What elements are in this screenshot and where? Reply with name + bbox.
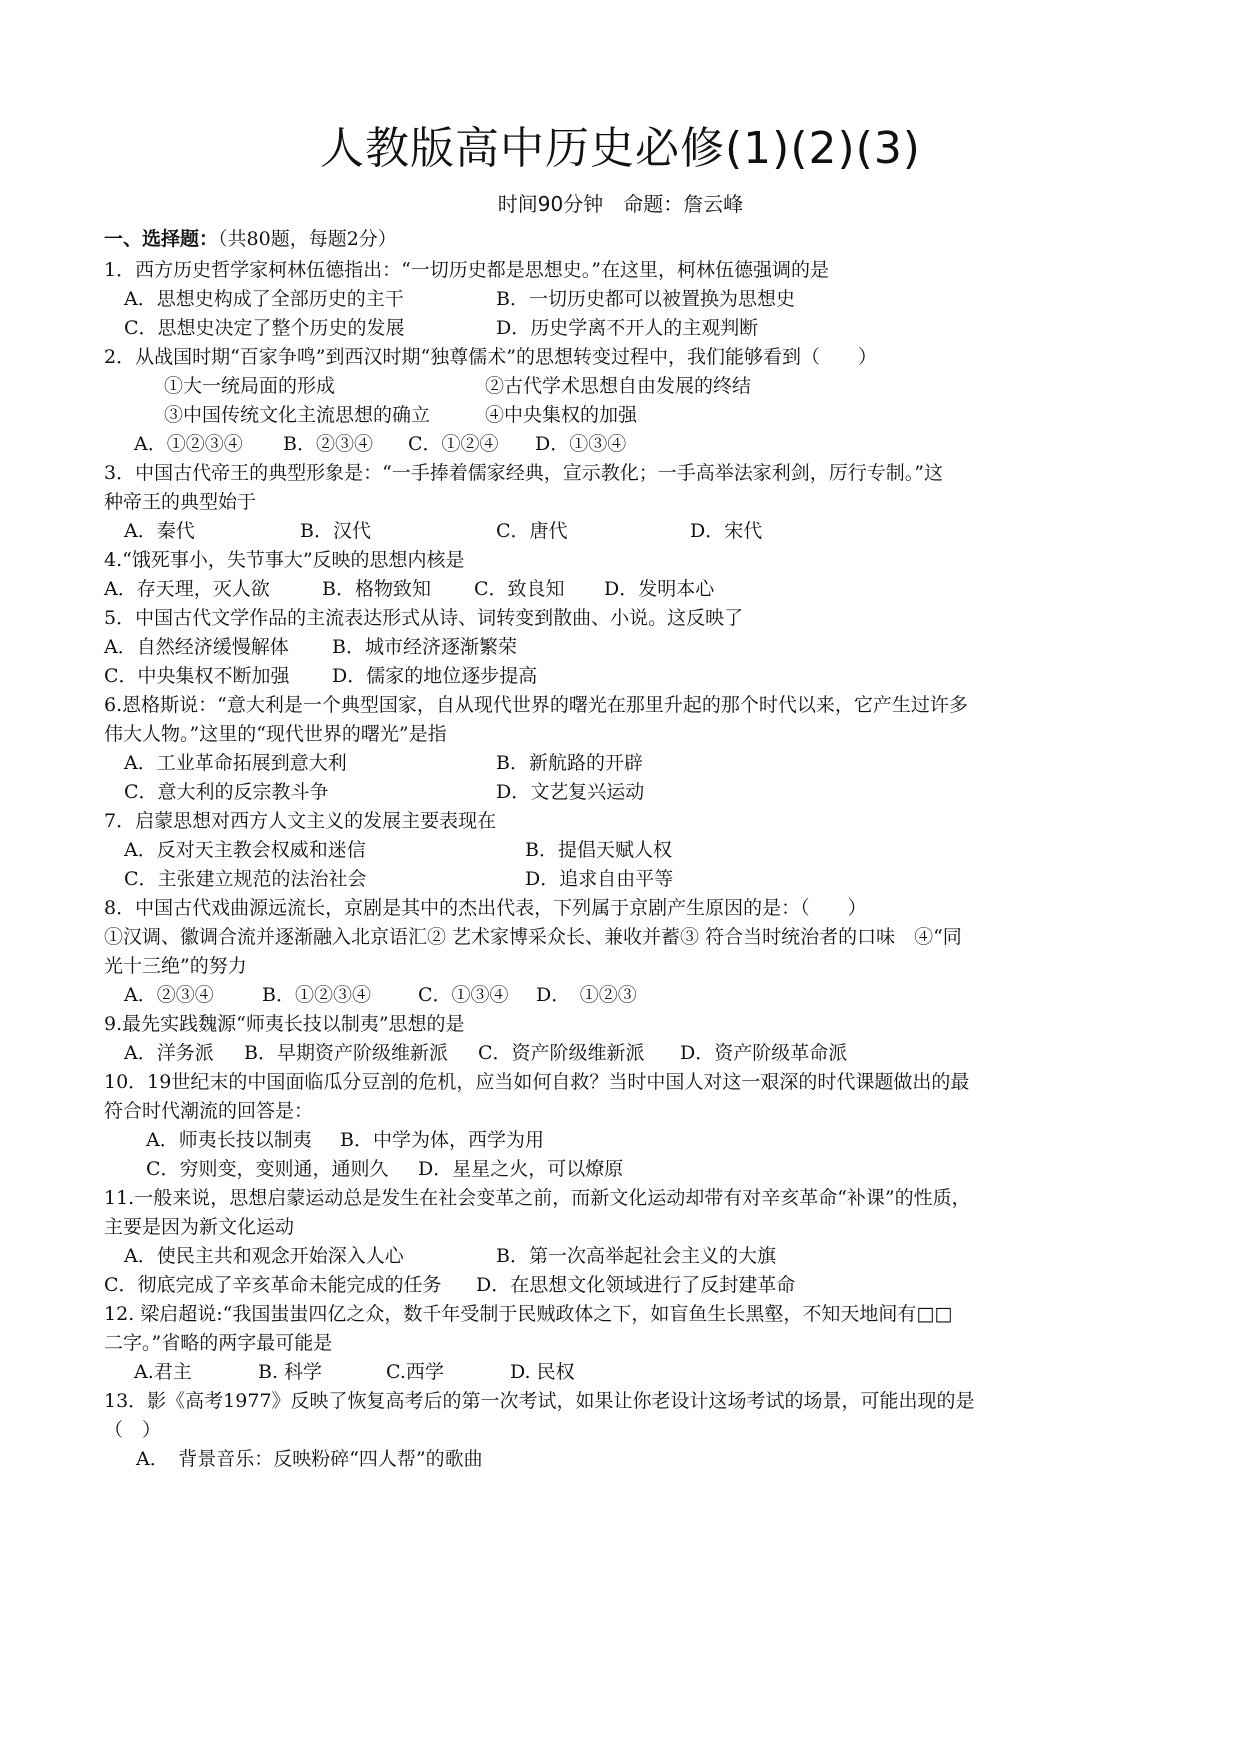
q3-option-c: C．唐代	[496, 520, 568, 542]
q12-stem-line2: 二字。”省略的两字最可能是	[104, 1332, 333, 1354]
q12-option-d: D. 民权	[510, 1361, 575, 1383]
q11-option-a: A．使民主共和观念开始深入人心	[124, 1245, 404, 1267]
q11-stem-line2: 主要是因为新文化运动	[104, 1216, 295, 1238]
q7-option-c: C．主张建立规范的法治社会	[124, 868, 367, 890]
q9-option-b: B．早期资产阶级维新派	[244, 1042, 448, 1064]
q2-option-a: A．①②③④	[134, 433, 243, 455]
q7-option-d: D．追求自由平等	[525, 868, 674, 890]
q7-stem: 7．启蒙思想对西方人文主义的发展主要表现在	[104, 810, 497, 832]
q12-option-a: A.君主	[134, 1361, 192, 1383]
page-title: 人教版高中历史必修(1)(2)(3)	[320, 123, 921, 174]
q2-item-1: ①大一统局面的形成	[164, 375, 336, 397]
q1-stem: 1．西方历史哲学家柯林伍德指出：“一切历史都是思想史。”在这里，柯林伍德强调的是	[104, 259, 830, 281]
q6-option-a: A．工业革命拓展到意大利	[124, 752, 347, 774]
q10-stem-line2: 符合时代潮流的回答是：	[104, 1100, 314, 1122]
q8-option-b: B．①②③④	[262, 984, 371, 1006]
q11-stem-line1: 11.一般来说，思想启蒙运动总是发生在社会变革之前，而新文化运动却带有对辛亥革命“补课”的性质，	[104, 1187, 971, 1209]
q12-option-c: C.西学	[386, 1361, 444, 1383]
q5-option-c: C．中央集权不断加强	[104, 665, 290, 687]
q3-option-a: A．秦代	[124, 520, 195, 542]
section-head: 一、选择题：	[104, 228, 219, 250]
q9-option-a: A．洋务派	[124, 1042, 214, 1064]
q1-option-a: A．思想史构成了全部历史的主干	[124, 288, 404, 310]
q2-item-4: ④中央集权的加强	[485, 404, 638, 426]
q11-option-d: D．在思想文化领域进行了反封建革命	[476, 1274, 796, 1296]
q8-items-line1: ①汉调、徽调合流并逐渐融入北京语汇② 艺术家博采众长、兼收并蓄③ 符合当时统治者的口味 ④“同	[104, 926, 962, 948]
q10-option-b: B．中学为体，西学为用	[340, 1129, 544, 1151]
q12-option-b: B. 科学	[258, 1361, 323, 1383]
q5-option-a: A．自然经济缓慢解体	[104, 636, 289, 658]
q8-option-d: D． ①②③	[536, 984, 637, 1006]
q4-option-b: B．格物致知	[322, 578, 431, 600]
q10-option-d: D．星星之火，可以燎原	[418, 1158, 624, 1180]
q5-option-d: D．儒家的地位逐步提高	[332, 665, 538, 687]
q7-option-a: A．反对天主教会权威和迷信	[124, 839, 366, 861]
q4-stem: 4.“饿死事小，失节事大”反映的思想内核是	[104, 549, 465, 571]
q10-option-a: A．师夷长技以制夷	[146, 1129, 312, 1151]
q11-option-c: C．彻底完成了辛亥革命未能完成的任务	[104, 1274, 442, 1296]
exam-subtitle: 时间90分钟 命题：詹云峰	[497, 192, 744, 216]
q2-item-3: ③中国传统文化主流思想的确立	[164, 404, 431, 426]
q13-option-a: A． 背景音乐：反映粉碎“四人帮”的歌曲	[136, 1448, 483, 1470]
q6-option-d: D．文艺复兴运动	[496, 781, 645, 803]
q6-stem-line1: 6.恩格斯说：“意大利是一个典型国家，自从现代世界的曙光在那里升起的那个时代以来，它产生过许多	[104, 694, 968, 716]
q3-option-b: B．汉代	[300, 520, 371, 542]
q13-stem-line1: 13．影《高考1977》反映了恢复高考后的第一次考试，如果让你老设计这场考试的场景，可能出现的是	[104, 1390, 975, 1412]
q7-option-b: B．提倡天赋人权	[525, 839, 672, 861]
q4-option-c: C．致良知	[474, 578, 565, 600]
q6-option-b: B．新航路的开辟	[496, 752, 643, 774]
q13-stem-line2: （ ）	[104, 1419, 162, 1441]
q4-option-a: A．存天理，灭人欲	[104, 578, 270, 600]
q12-stem-line1: 12. 梁启超说:“我国蚩蚩四亿之众，数千年受制于民贼政体之下，如盲鱼生长黑壑，不知天地间有□□	[104, 1303, 953, 1325]
q6-stem-line2: 伟大人物。”这里的“现代世界的曙光”是指	[104, 723, 447, 745]
q3-option-d: D．宋代	[690, 520, 763, 542]
q1-option-c: C．思想史决定了整个历史的发展	[124, 317, 405, 339]
q8-stem: 8．中国古代戏曲源远流长，京剧是其中的杰出代表，下列属于京剧产生原因的是：（ ）	[104, 897, 867, 919]
q1-option-b: B．一切历史都可以被置换为思想史	[496, 288, 795, 310]
q6-option-c: C．意大利的反宗教斗争	[124, 781, 329, 803]
q3-stem-line1: 3．中国古代帝王的典型形象是：“一手捧着儒家经典，宣示教化；一手高举法家利剑，厉行专制。”这	[104, 462, 944, 484]
q2-option-d: D．①③④	[535, 433, 627, 455]
q5-option-b: B．城市经济逐渐繁荣	[332, 636, 517, 658]
q3-stem-line2: 种帝王的典型始于	[104, 491, 257, 513]
section-header	[104, 227, 397, 251]
q2-item-2: ②古代学术思想自由发展的终结	[485, 375, 752, 397]
q11-option-b: B．第一次高举起社会主义的大旗	[496, 1245, 776, 1267]
q4-option-d: D．发明本心	[604, 578, 715, 600]
q10-stem-line1: 10．19世纪末的中国面临瓜分豆剖的危机，应当如何自救？当时中国人对这一艰深的时代课题做出的最	[104, 1071, 970, 1093]
q2-stem: 2．从战国时期“百家争鸣”到西汉时期“独尊儒术”的思想转变过程中，我们能够看到（ ）	[104, 346, 877, 368]
q2-option-b: B．②③④	[283, 433, 373, 455]
section-note: （共80题，每题2分）	[218, 228, 397, 250]
q5-stem: 5．中国古代文学作品的主流表达形式从诗、词转变到散曲、小说。这反映了	[104, 607, 744, 629]
q9-option-c: C．资产阶级维新派	[478, 1042, 645, 1064]
q9-stem: 9.最先实践魏源“师夷长技以制夷”思想的是	[104, 1013, 465, 1035]
q8-option-a: A．②③④	[124, 984, 214, 1006]
q10-option-c: C．穷则变，变则通，通则久	[146, 1158, 389, 1180]
q8-items-line2: 光十三绝”的努力	[104, 955, 247, 977]
q1-option-d: D．历史学离不开人的主观判断	[496, 317, 759, 339]
q8-option-c: C．①③④	[418, 984, 509, 1006]
q2-option-c: C．①②④	[408, 433, 499, 455]
q9-option-d: D．资产阶级革命派	[680, 1042, 848, 1064]
